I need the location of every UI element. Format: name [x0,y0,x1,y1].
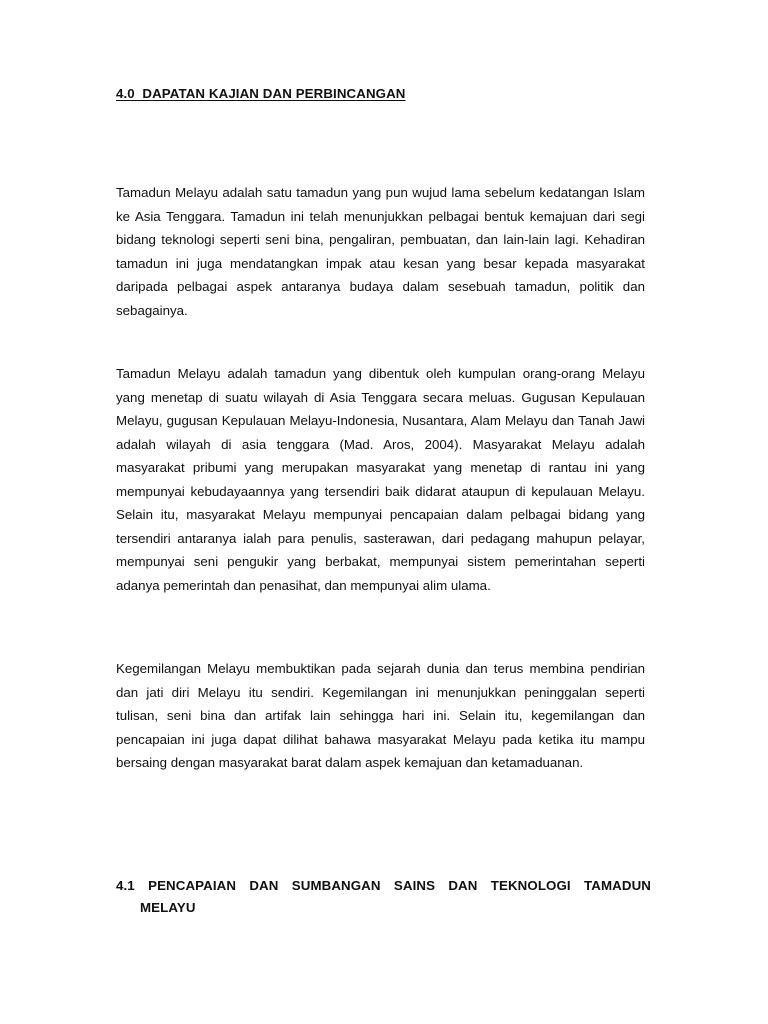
section-heading: 4.0 DAPATAN KAJIAN DAN PERBINCANGAN [116,86,406,101]
heading-word: TEKNOLOGI [490,878,571,893]
paragraph-1: Tamadun Melayu adalah satu tamadun yang pun wujud lama sebelum kedatangan Islam ke Asia Tenggara. Tamadun ini telah menunjukkan pelbagai bentuk kemajuan dari segi bidang teknologi seperti seni bina, pengaliran, pembuatan, dan lain-lain lagi. Kehadiran tamadun ini juga mendatangkan impak atau kesan yang besar kepada masyarakat daripada pelbagai aspek antaranya budaya dalam sesebuah tamadun, politik dan sebagainya. [116,185,645,318]
paragraph-2: Tamadun Melayu adalah tamadun yang dibentuk oleh kumpulan orang-orang Melayu yang menetap di suatu wilayah di Asia Tenggara secara meluas. Gugusan Kepulauan Melayu, gugusan Kepulauan Melayu-Indonesia, Nusantara, Alam Melayu dan Tanah Jawi adalah wilayah di asia tenggara (Mad. Aros, 2004). Masyarakat Melayu adalah masyarakat pribumi yang merupakan masyarakat yang menetap di rantau ini yang mempunyai kebudayaannya yang tersendiri baik didarat ataupun di kepulauan Melayu. Selain itu, masyarakat Melayu mempunyai pencapaian dalam pelbagai bidang yang tersendiri antaranya ialah para penulis, sasterawan, dari pedagang mahupun pelayar, mempunyai seni pengukir yang berbakat, mempunyai sistem pemerintahan seperti adanya pemerintah dan penasihat, dan mempunyai alim ulama. [116,366,645,593]
heading-word: 4.1 [116,878,135,893]
subsection-heading-line-2: MELAYU [140,899,196,915]
heading-word: SUMBANGAN [291,878,381,893]
subsection-heading [116,875,651,918]
heading-word: DAN [448,878,478,893]
heading-word: DAN [249,878,279,893]
subsection-heading-line-1 [116,875,651,897]
heading-word: SAINS [393,878,436,893]
heading-word: TAMADUN [584,878,651,893]
paragraph-3: Kegemilangan Melayu membuktikan pada sejarah dunia dan terus membina pendirian dan jati diri Melayu itu sendiri. Kegemilangan ini menunjukkan peninggalan seperti tulisan, seni bina dan artifak lain sehingga hari ini. Selain itu, kegemilangan dan pencapaian ini juga dapat dilihat bahawa masyarakat Melayu pada ketika itu mampu bersaing dengan masyarakat barat dalam aspek kemajuan dan ketamaduanan. [116,661,645,770]
heading-word: PENCAPAIAN [148,878,237,893]
